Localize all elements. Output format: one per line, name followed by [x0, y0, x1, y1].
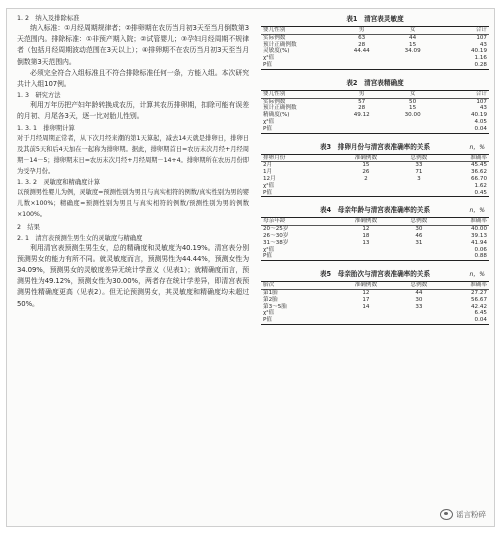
table-cell: 预计正确例数: [263, 41, 297, 48]
table-cell: 107: [476, 98, 487, 105]
table-cell: 26: [362, 169, 370, 176]
table-header-cell: 准确例数: [354, 282, 378, 289]
section-heading-2: 2 结果: [17, 223, 40, 231]
table-cell: 44.44: [353, 48, 370, 55]
table-cell: 0.04: [474, 317, 487, 324]
table-cell: 实际例数: [263, 34, 286, 41]
table-row: [261, 304, 489, 311]
criteria-paragraph: 纳入标准：①月经周期规律者；②排卵期在农历当月初3天至当月倒数第3天范围内。排除标准：①非预产期入院；②试管婴儿；③孕妇月经周期不规律者（包括月经周期波动范围在3天以上）；④排卵期不在农历当月初3天至当月倒数第3天范围内。: [17, 24, 249, 66]
table-row: [261, 253, 489, 260]
table-cell: 27.27: [470, 289, 487, 296]
table-cell: [387, 55, 438, 62]
data-table: [261, 217, 489, 261]
results-paragraph: 利用清宫表预测生男生女，总的精确度和灵敏度为40.19%。清宫表分别预测男女的能力有所不同。就灵敏度而言，预测男性为44.44%，预测女性为34.09%，预测男女的灵敏度差异无统计学意义（见表1）；就精确度而言，预测男性为49.12%，预测女性为30.00%，两者存在统计学差异，即清宫表预测男性精确度更高（见表2）。但无论预测男女，其灵敏度和精确度均未超过50%。: [17, 243, 249, 308]
table-header-row: [261, 218, 489, 226]
sensitivity-calc-paragraph: 以预测男性婴儿为例，灵敏度=预测性别为男且与真实相符的例数/真实性别为男的婴儿数×100%；精确度=预测性别为男且与真实相符的例数/预测性别为男的例数×100%。: [17, 188, 249, 218]
table-caption: [259, 206, 491, 215]
table-header-cell: 排卵月份: [263, 154, 286, 161]
table-cell: 18: [362, 232, 370, 239]
table-cell: 1月: [263, 169, 273, 176]
table-cell: 4.05: [474, 118, 487, 125]
table-row: [261, 126, 489, 133]
table-cell: [336, 55, 387, 62]
table-cell: 17: [362, 296, 370, 303]
table-caption-text: 表3 排卵月份与清宫表准确率的关系: [319, 142, 431, 151]
data-table: [261, 90, 489, 134]
table-cell: P值: [263, 61, 272, 68]
table-row: [261, 162, 489, 169]
table-header-row: [261, 154, 489, 162]
table-row: [261, 233, 489, 240]
table-unit: n，%: [469, 143, 485, 151]
table-cell: [336, 317, 395, 324]
table-header-cell: 母亲年龄: [263, 218, 286, 225]
table-cell: [396, 317, 443, 324]
table-cell: 43: [479, 105, 487, 112]
wechat-icon: [440, 509, 453, 520]
left-column: [17, 15, 249, 310]
table-unit: n，%: [469, 207, 485, 215]
data-table: [261, 154, 489, 198]
table-cell: 28: [358, 105, 366, 112]
table-row: [261, 183, 489, 190]
table-cell: 49.12: [353, 112, 370, 119]
table-header-cell: 女: [409, 27, 416, 33]
table-header-cell: 准确例数: [354, 154, 378, 161]
table-cell: 33: [415, 162, 423, 169]
table-header-row: [261, 27, 489, 35]
watermark-text: 谣言粉碎: [456, 510, 486, 519]
table-cell: 50: [409, 98, 417, 105]
table-cell: [336, 190, 395, 197]
table-header-cell: 男: [358, 27, 365, 33]
section-heading-1-3-1: 1. 3. 1 排卵期计算: [17, 124, 75, 132]
table-cell: 26～30岁: [263, 232, 289, 239]
table-cell: 33: [415, 303, 423, 310]
table-header-cell: 准确率: [470, 282, 487, 289]
table-header-cell: 准确率: [470, 218, 487, 225]
table-cell: 15: [362, 162, 370, 169]
tables-container: [259, 15, 491, 325]
table-cell: 30.00: [404, 112, 421, 119]
table-row: [261, 119, 489, 126]
table-cell: χ²值: [263, 118, 275, 125]
table-cell: [387, 126, 438, 133]
table-row: [261, 247, 489, 254]
section-heading-1-3: 1. 3 研究方法: [17, 92, 61, 100]
table-cell: P值: [263, 125, 272, 132]
table-cell: 实际例数: [263, 98, 286, 105]
data-table: [261, 281, 489, 325]
journal-page: [6, 8, 495, 527]
table-cell: 1.16: [474, 55, 487, 62]
right-column: [259, 15, 491, 334]
table-cell: 56.67: [470, 296, 487, 303]
table-row: [261, 310, 489, 317]
table-caption-text: 表1 清宫表灵敏度: [346, 15, 404, 23]
table-header-cell: 合计: [475, 90, 487, 97]
table-row: [261, 176, 489, 183]
table-cell: P值: [263, 189, 272, 196]
table-row: [261, 48, 489, 55]
table-cell: 15: [409, 41, 417, 48]
table-cell: 12: [362, 226, 370, 233]
table-cell: 66.70: [470, 175, 487, 182]
table-row: [261, 190, 489, 197]
data-table: [261, 26, 489, 70]
table-row: [261, 297, 489, 304]
table-cell: 2月: [263, 162, 273, 169]
table-cell: [336, 310, 395, 317]
table-header-cell: 准确例数: [354, 218, 378, 225]
table-cell: 0.04: [474, 125, 487, 132]
table-row: [261, 34, 489, 41]
table-header-row: [261, 90, 489, 98]
table-cell: P值: [263, 253, 272, 260]
table-cell: 30: [415, 296, 423, 303]
table-cell: [336, 183, 395, 190]
table-1: [259, 15, 491, 70]
ovulation-calc-paragraph: 对于月经周期正常者，从下次月经来潮的第1天算起，减去14天就是排卵日，排卵日及其前5天和后4天加在一起称为排卵期。据此，排卵期首日=农历末次月经+月经周期－14－5；排卵期末日=农历末次月经+月经周期－14+4。排卵期所在农历月份即为受孕月份。: [17, 134, 249, 175]
table-5: [259, 270, 491, 325]
table-cell: 45.45: [470, 162, 487, 169]
table-cell: [336, 247, 395, 254]
table-header-cell: 总例数: [410, 154, 428, 161]
table-row: [261, 62, 489, 69]
table-cell: 12月: [263, 175, 276, 182]
table-cell: 12: [362, 289, 370, 296]
table-cell: [396, 183, 443, 190]
table-cell: [396, 310, 443, 317]
table-cell: χ²值: [263, 246, 275, 253]
table-header-row: [261, 282, 489, 290]
table-caption-text: 表4 母亲年龄与清宫表准确率的关系: [319, 206, 431, 215]
enrollment-paragraph: 必须完全符合入组标准且不符合排除标准任何一条，方能入组。本次研究共计入组107例。: [17, 68, 249, 89]
table-header-cell: 总例数: [410, 218, 428, 225]
table-cell: 63: [358, 34, 366, 41]
table-cell: 20～25岁: [263, 226, 289, 233]
table-cell: 0.88: [474, 253, 487, 260]
table-cell: 44: [415, 289, 423, 296]
table-row: [261, 112, 489, 119]
table-row: [261, 42, 489, 49]
table-cell: 46: [415, 232, 423, 239]
table-row: [261, 289, 489, 296]
table-header-cell: 男: [358, 90, 365, 97]
table-cell: 第3～5胎: [263, 303, 287, 310]
table-header-cell: 胎次: [263, 282, 275, 289]
table-cell: 41.94: [470, 239, 487, 246]
table-caption-text: 表5 母亲胎次与清宫表准确率的关系: [319, 270, 431, 279]
table-cell: 14: [362, 303, 370, 310]
table-cell: 40.00: [470, 226, 487, 233]
method-paragraph: 利用万年历把产妇年龄转换成农历，计算其农历排卵期，扣除可能有误差的月初、月尾各3天，逐一比对胎儿性别。: [17, 101, 249, 121]
table-cell: 42.42: [470, 303, 487, 310]
table-cell: [336, 119, 387, 126]
table-cell: 1.62: [474, 182, 487, 189]
table-cell: [336, 62, 387, 69]
table-cell: 28: [358, 41, 366, 48]
table-header-cell: 女: [409, 90, 416, 97]
table-cell: 预计正确例数: [263, 105, 297, 112]
table-cell: P值: [263, 317, 272, 324]
table-cell: 43: [479, 41, 487, 48]
table-header-cell: 准确率: [470, 154, 487, 161]
table-cell: [396, 253, 443, 260]
table-cell: 灵敏度(%): [263, 48, 290, 55]
table-caption: [259, 15, 491, 24]
table-caption-text: 表2 清宫表精确度: [346, 78, 404, 87]
table-cell: [396, 247, 443, 254]
table-cell: [387, 62, 438, 69]
table-cell: 39.13: [470, 232, 487, 239]
table-header-cell: 总例数: [410, 282, 428, 289]
table-row: [261, 105, 489, 112]
table-row: [261, 55, 489, 62]
table-cell: 30: [415, 226, 423, 233]
table-cell: 57: [358, 98, 366, 105]
table-cell: 31: [415, 239, 423, 246]
table-4: [259, 206, 491, 261]
table-cell: χ²值: [263, 310, 275, 317]
table-cell: 精确度(%): [263, 112, 290, 119]
table-cell: [336, 253, 395, 260]
section-heading-2-1: 2. 1 清宫表预测生男生女的灵敏度与精确度: [17, 234, 143, 242]
table-cell: 34.09: [404, 48, 421, 55]
table-cell: 31～38岁: [263, 239, 289, 246]
section-heading-1-3-2: 1. 3. 2 灵敏度和精确度计算: [17, 178, 100, 186]
table-cell: χ²值: [263, 55, 275, 62]
table-caption: [259, 270, 491, 279]
table-row: [261, 240, 489, 247]
table-cell: 107: [476, 34, 487, 41]
table-header-cell: 合计: [475, 27, 487, 33]
table-cell: 0.06: [474, 246, 487, 253]
table-header-cell: 婴儿性别: [263, 90, 286, 97]
table-cell: 第2胎: [263, 296, 278, 303]
table-row: [261, 226, 489, 233]
table-cell: 2: [364, 175, 368, 182]
table-header-cell: 婴儿性别: [263, 27, 286, 33]
table-cell: 36.62: [470, 169, 487, 176]
table-cell: 40.19: [470, 48, 487, 55]
table-3: [259, 143, 491, 198]
table-cell: [387, 119, 438, 126]
table-cell: 44: [409, 34, 417, 41]
table-cell: [396, 190, 443, 197]
table-caption: [259, 143, 491, 152]
table-unit: n，%: [469, 271, 485, 279]
table-cell: 0.28: [474, 61, 487, 68]
table-2: [259, 79, 491, 134]
table-cell: 40.19: [470, 112, 487, 119]
table-cell: 71: [415, 169, 423, 176]
table-row: [261, 317, 489, 324]
watermark: [440, 509, 486, 520]
table-cell: 15: [409, 105, 417, 112]
table-row: [261, 169, 489, 176]
table-cell: [336, 126, 387, 133]
table-cell: χ²值: [263, 182, 275, 189]
table-cell: 13: [362, 239, 370, 246]
table-cell: 3: [417, 175, 421, 182]
section-heading-1-2: 1. 2 纳入及排除标准: [17, 15, 80, 22]
table-caption: [259, 79, 491, 88]
table-cell: 第1胎: [263, 289, 278, 296]
table-cell: 0.45: [474, 189, 487, 196]
table-cell: 6.45: [474, 310, 487, 317]
